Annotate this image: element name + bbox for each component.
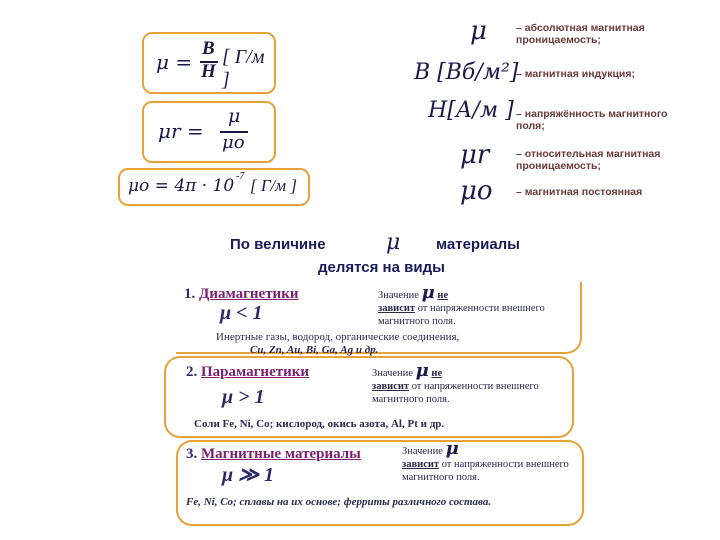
heading-line1-a: По величине bbox=[230, 236, 326, 253]
type-examples-magnetic-materials: Fe, Ni, Co; сплавы на их основе; ферриты различного состава. bbox=[186, 496, 492, 508]
def-symbol-b: B [Вб/м²] bbox=[414, 60, 519, 85]
formula-box-mu-0 bbox=[118, 168, 310, 206]
formula-mur-lhs: μr = bbox=[158, 119, 204, 143]
formula-mur-numerator: μ bbox=[228, 105, 241, 127]
type-note-paramagnetics: Значение μ не зависит от напряженности внешнего магнитного поля. bbox=[372, 360, 539, 405]
type-condition-diamagnetics: μ < 1 bbox=[220, 302, 263, 324]
heading-line2: делятся на виды bbox=[318, 259, 445, 276]
def-symbol-mu: μ bbox=[470, 16, 487, 46]
type-examples-diamagnetics: Инертные газы, водород, органические соединения, Cu, Zn, Au, Bi, Ga, Ag и др. bbox=[216, 331, 460, 356]
def-text-b: – магнитная индукция; bbox=[516, 68, 635, 80]
def-text-mu0: – магнитная постоянная bbox=[516, 186, 643, 198]
formula-mu0-text: μo = 4π · 10 bbox=[128, 176, 235, 196]
formula-mur-denominator: μo bbox=[222, 132, 245, 153]
type-title-paramagnetics: 2. Парамагнетики bbox=[186, 364, 310, 380]
type-title-magnetic-materials: 3. Магнитные материалы bbox=[186, 446, 361, 462]
def-symbol-mu0: μo bbox=[460, 176, 493, 206]
formula-mu-unit: [ Г/м ] bbox=[222, 46, 265, 91]
type-note-diamagnetics: Значение μ не зависит от напряженности внешнего магнитного поля. bbox=[378, 282, 545, 327]
def-text-mu: – абсолютная магнитная проницаемость; bbox=[516, 22, 645, 46]
type-title-diamagnetics: 1. Диамагнетики bbox=[184, 286, 299, 302]
type-condition-paramagnetics: μ > 1 bbox=[222, 386, 265, 408]
formula-mu0-unit: [ Г/м ] bbox=[250, 176, 297, 195]
formula-mu-denominator: H bbox=[201, 61, 216, 82]
def-symbol-h: H[А/м ] bbox=[428, 98, 514, 123]
type-condition-magnetic-materials: μ ≫ 1 bbox=[222, 464, 275, 486]
type-examples-paramagnetics: Соли Fe, Ni, Co; кислород, окись азота, Al, Pt и др. bbox=[194, 418, 445, 430]
formula-mu-lhs: μ = bbox=[156, 50, 193, 74]
formula-box-mu-r bbox=[142, 101, 276, 163]
def-text-mur: – относительная магнитная проницаемость; bbox=[516, 148, 661, 172]
type-note-magnetic-materials: Значение μ зависит от напряженности внешнего магнитного поля. bbox=[402, 438, 569, 483]
formula-mu-numerator: B bbox=[202, 38, 215, 59]
def-symbol-mur: μr bbox=[460, 140, 490, 170]
heading-mu: μ bbox=[386, 230, 401, 255]
formula-mu0-exponent: -7 bbox=[236, 171, 245, 182]
def-text-h: – напряжённость магнитного поля; bbox=[516, 108, 668, 132]
heading-line1-b: материалы bbox=[436, 236, 520, 253]
formula-box-mu bbox=[142, 32, 276, 94]
